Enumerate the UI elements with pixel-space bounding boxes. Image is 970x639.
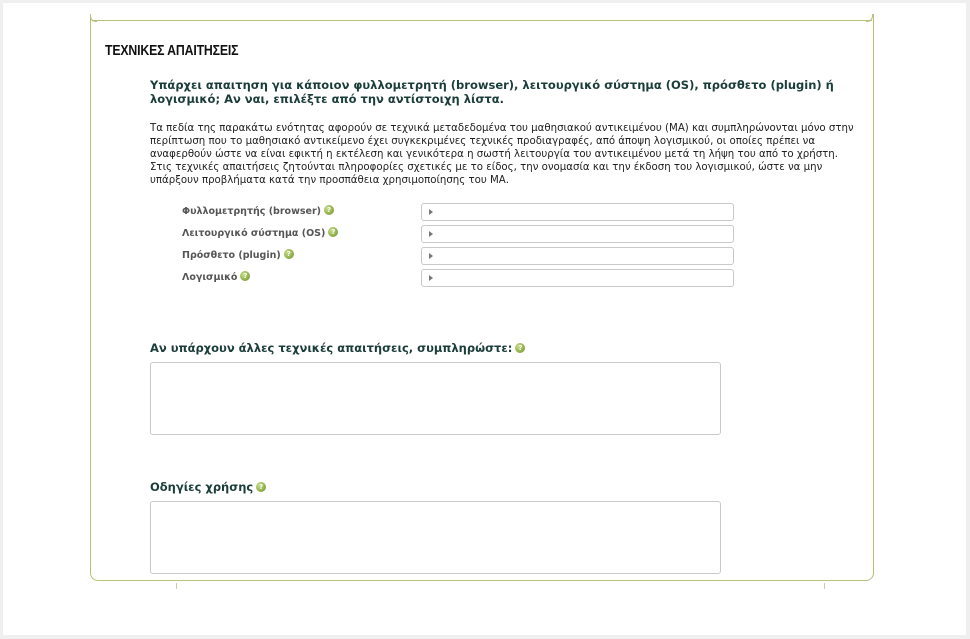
help-icon[interactable]	[240, 271, 250, 281]
dropdown-arrow-icon	[429, 275, 433, 281]
os-select[interactable]	[421, 225, 734, 243]
help-icon[interactable]	[328, 227, 338, 237]
dropdown-arrow-icon	[429, 231, 433, 237]
requirements-question: Υπάρχει απαιτηση για κάποιον φυλλομετρητή (browser), λειτουργικό σύστημα (OS), πρόσθετο (plugin) ή λογισμικό; Αν ναι, επιλέξτε από την αντίστοιχη λίστα.	[150, 78, 834, 106]
software-field-label: Λογισμικό?	[182, 271, 250, 283]
software-field-row	[182, 269, 734, 287]
help-icon[interactable]	[284, 249, 294, 259]
panel-divider-tick-right	[824, 583, 825, 589]
plugin-field-label: Πρόσθετο (plugin)?	[182, 249, 294, 261]
os-field-label: Λειτουργικό σύστημα (OS)?	[182, 227, 338, 239]
browser-field-label: Φυλλομετρητής (browser)?	[182, 205, 334, 217]
other-requirements-textarea[interactable]	[150, 362, 721, 435]
browser-select[interactable]	[421, 203, 734, 221]
section-description: Τα πεδία της παρακάτω ενότητας αφορούν σε τεχνικά μεταδεδομένα του μαθησιακού αντικειμένου (ΜΑ) και συμπληρώνονται μόνο στην περίπτωση που το μαθησιακό αντικείμενο έχει συγκεκριμένες τεχνικές προδιαγραφές, από άποψη λογισμικού, οι οποίες πρέπει να αναφερθούν ώστε να είναι εφικτή η εκτέλεση και γενικότερα η σωστή λειτουργία του αντικειμένου μετά τη λήψη του από το χρήστη. Στις τεχνικές απαιτήσεις ζητούνται πληροφορίες σχετικές με το είδος, την ονομασία και την έκδοση του λογισμικού, ώστε να μην υπάρξουν προβλήματα κατά την προσπάθεια χρησιμοποίησης του ΜΑ.	[150, 123, 854, 186]
panel-top-border	[92, 20, 872, 21]
browser-field-row	[182, 203, 734, 221]
section-title: ΤΕΧΝΙΚΕΣ ΑΠΑΙΤΗΣΕΙΣ	[105, 42, 239, 59]
usage-instructions-textarea[interactable]	[150, 501, 721, 574]
plugin-field-row	[182, 247, 734, 265]
help-icon[interactable]	[515, 343, 525, 353]
software-select[interactable]	[421, 269, 734, 287]
dropdown-arrow-icon	[429, 253, 433, 259]
os-field-row	[182, 225, 734, 243]
dropdown-arrow-icon	[429, 209, 433, 215]
plugin-select[interactable]	[421, 247, 734, 265]
help-icon[interactable]	[324, 205, 334, 215]
usage-instructions-label: Οδηγίες χρήσης?	[150, 480, 266, 494]
help-icon[interactable]	[256, 482, 266, 492]
panel-divider-tick-left	[176, 583, 177, 589]
other-requirements-label: Αν υπάρχουν άλλες τεχνικές απαιτήσεις, συμπληρώστε:?	[150, 341, 525, 355]
